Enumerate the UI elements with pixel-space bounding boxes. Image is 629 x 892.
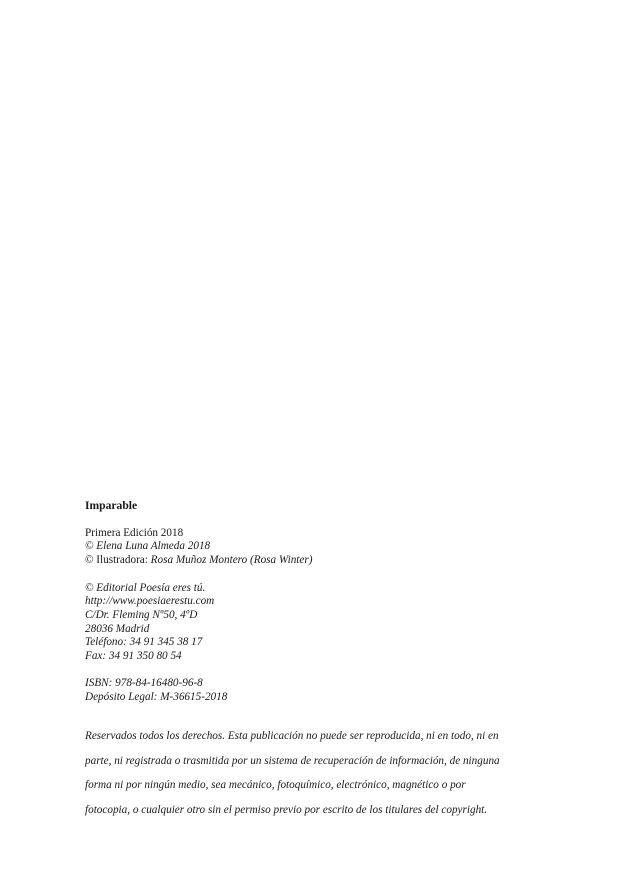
spacer [85,513,545,527]
publisher-name: © Editorial Poesía eres tú. [85,581,206,594]
publisher-phone: Teléfono: 34 91 345 38 17 [85,636,203,649]
publisher-website: http://www.poesiaerestu.com [85,595,215,608]
spacer [85,664,545,678]
illustrator-credit [85,554,545,568]
publisher-fax: Fax: 34 91 350 80 54 [85,650,182,663]
rights-notice-line: parte, ni registrada o trasmitida por un sistema de recuperación de información, de ninguna [85,754,500,767]
rights-notice-line: forma ni por ningún medio, sea mecánico, fotoquímico, electrónico, magnético o por [85,779,466,792]
illustrator-prefix: © Ilustradora: [85,554,151,567]
rights-notice-line: fotocopia, o cualquier otro sin el permiso previo por escrito de los titulares del copyright. [85,804,488,817]
publisher-city: 28036 Madrid [85,622,150,635]
first-edition: Primera Edición 2018 [85,526,184,539]
legal-deposit: Depósito Legal: M-36615-2018 [85,691,228,704]
spacer [85,568,545,582]
illustrator-name: Rosa Muñoz Montero (Rosa Winter) [150,554,313,567]
isbn: ISBN: 978-84-16480-96-8 [85,677,203,690]
spacer [85,705,545,719]
rights-notice [85,730,537,818]
identifiers-block [85,677,545,704]
book-title: Imparable [85,499,138,512]
publisher-block [85,582,545,664]
edition-block [85,527,545,568]
colophon [85,499,545,829]
publisher-street: C/Dr. Fleming Nº50, 4ºD [85,608,198,621]
rights-notice-line: Reservados todos los derechos. Esta publicación no puede ser reproducida, ni en todo, ni en [85,729,499,742]
author-copyright: © Elena Luna Almeda 2018 [85,540,211,553]
